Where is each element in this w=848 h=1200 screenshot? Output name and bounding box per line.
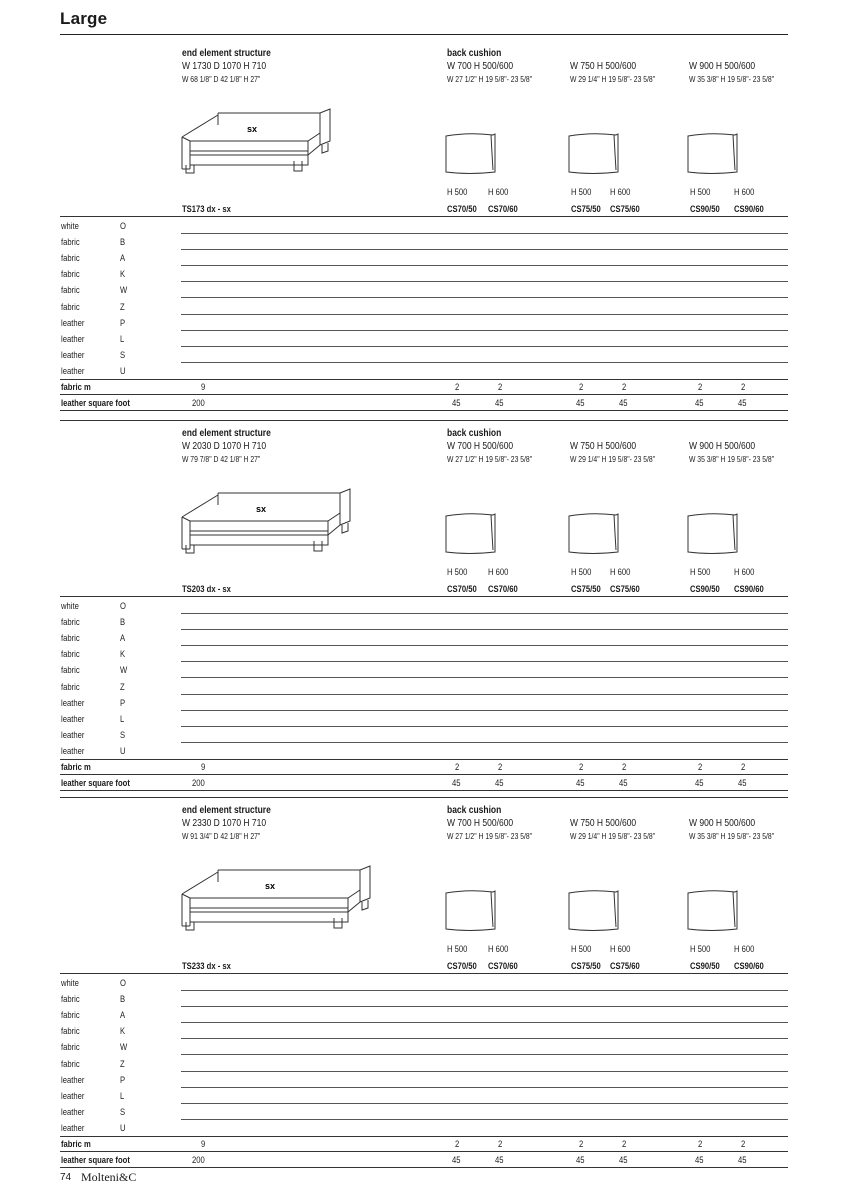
fabric-m-cushion: 2	[622, 762, 627, 772]
structure-code: TS173 dx - sx	[182, 204, 231, 214]
cushion-code-60: CS70/60	[488, 204, 518, 214]
fabric-m-cushion: 2	[498, 1139, 503, 1149]
finish-material: fabric	[61, 1010, 80, 1021]
sofa-outline	[182, 489, 350, 553]
leather-cushion: 45	[495, 778, 504, 788]
cushion-outline	[569, 514, 618, 554]
structure-dims-mm: W 2030 D 1070 H 710	[182, 441, 267, 452]
finish-grade: W	[120, 285, 128, 296]
leather-structure: 200	[192, 778, 205, 788]
finish-grade: K	[120, 1026, 126, 1037]
finish-material: leather	[61, 1074, 85, 1085]
finish-grade: S	[120, 1106, 126, 1117]
finish-material: fabric	[61, 269, 80, 280]
fabric-m-cushion: 2	[579, 1139, 584, 1149]
fabric-rule	[60, 379, 788, 380]
leather-structure: 200	[192, 1155, 205, 1165]
fabric-m-structure: 9	[201, 762, 206, 772]
finish-material: leather	[61, 365, 85, 376]
finish-row-rule	[181, 297, 788, 298]
finish-row-rule	[181, 694, 788, 695]
leather-cushion: 45	[619, 1155, 628, 1165]
cushion-dims-in: W 29 1/4" H 19 5/8"- 23 5/8"	[570, 75, 656, 84]
fabric-m-cushion: 2	[579, 762, 584, 772]
fabric-m-structure: 9	[201, 382, 206, 392]
finish-material: fabric	[61, 1042, 80, 1053]
structure-title: end element structure	[182, 805, 271, 816]
finish-material: fabric	[61, 237, 80, 248]
fabric-m-cushion: 2	[498, 382, 503, 392]
fabric-m-cushion: 2	[455, 762, 460, 772]
finish-material: leather	[61, 1090, 85, 1101]
cushion-drawing	[685, 887, 741, 935]
leather-cushion: 45	[452, 398, 461, 408]
header-rule	[60, 216, 788, 217]
structure-code: TS233 dx - sx	[182, 961, 231, 971]
cushion-title: back cushion	[447, 428, 502, 439]
sofa-side-label: sx	[246, 124, 258, 134]
leather-cushion: 45	[452, 1155, 461, 1165]
cushion-code-60: CS75/60	[610, 584, 640, 594]
leather-rule	[60, 394, 788, 395]
cushion-code-50: CS70/50	[447, 204, 477, 214]
leather-cushion: 45	[738, 778, 747, 788]
sofa-side-label: sx	[264, 881, 276, 891]
finish-grade: U	[120, 745, 126, 756]
finish-grade: K	[120, 649, 126, 660]
cushion-code-60: CS90/60	[734, 204, 764, 214]
cushion-dims-mm: W 700 H 500/600	[447, 441, 514, 452]
finish-row-rule	[181, 645, 788, 646]
cushion-drawing	[566, 887, 622, 935]
fabric-m-label: fabric m	[61, 762, 91, 772]
finish-material: fabric	[61, 253, 80, 264]
fabric-m-cushion: 2	[741, 382, 746, 392]
cushion-dims-in: W 29 1/4" H 19 5/8"- 23 5/8"	[570, 455, 656, 464]
finish-grade: L	[120, 713, 125, 724]
cushion-outline	[569, 134, 618, 174]
section-end-rule	[60, 410, 788, 411]
finish-material: white	[61, 601, 79, 611]
finish-grade: S	[120, 349, 126, 360]
cushion-height-600: H 600	[488, 567, 509, 577]
finish-grade: A	[120, 1010, 126, 1021]
finish-row-rule	[181, 346, 788, 347]
finish-grade: B	[120, 237, 126, 248]
cushion-height-600: H 600	[610, 944, 631, 954]
fabric-m-cushion: 2	[622, 1139, 627, 1149]
cushion-height-500: H 500	[690, 567, 711, 577]
leather-cushion: 45	[619, 398, 628, 408]
page-number: 74	[60, 1172, 72, 1183]
finish-grade: Z	[120, 1058, 125, 1069]
cushion-dims-in: W 35 3/8" H 19 5/8"- 23 5/8"	[689, 75, 775, 84]
cushion-dims-mm: W 900 H 500/600	[689, 61, 756, 72]
cushion-height-500: H 500	[447, 944, 468, 954]
finish-row-rule	[181, 233, 788, 234]
cushion-height-600: H 600	[610, 187, 631, 197]
finish-grade: U	[120, 1122, 126, 1133]
page-title: Large	[60, 9, 108, 28]
finish-grade: Z	[120, 681, 125, 692]
cushion-dims-mm: W 700 H 500/600	[447, 818, 514, 829]
finish-grade: L	[120, 1090, 125, 1101]
header-rule	[60, 973, 788, 974]
cushion-dims-mm: W 700 H 500/600	[447, 61, 514, 72]
leather-cushion: 45	[495, 398, 504, 408]
cushion-height-500: H 500	[690, 944, 711, 954]
cushion-code-50: CS75/50	[571, 204, 601, 214]
finish-row-rule	[181, 330, 788, 331]
sofa-drawing	[178, 479, 368, 559]
structure-dims-in: W 91 3/4" D 42 1/8" H 27"	[182, 832, 261, 841]
cushion-height-500: H 500	[447, 567, 468, 577]
cushion-outline	[688, 134, 737, 174]
fabric-m-cushion: 2	[622, 382, 627, 392]
finish-material: leather	[61, 697, 85, 708]
sofa-side-label: sx	[255, 504, 267, 514]
structure-title: end element structure	[182, 48, 271, 59]
cushion-dims-mm: W 750 H 500/600	[570, 61, 637, 72]
header-rule	[60, 596, 788, 597]
finish-material: fabric	[61, 649, 80, 660]
finish-row-rule	[181, 629, 788, 630]
leather-cushion: 45	[738, 398, 747, 408]
cushion-code-50: CS75/50	[571, 584, 601, 594]
cushion-code-50: CS70/50	[447, 584, 477, 594]
cushion-drawing	[443, 130, 499, 178]
finish-material: leather	[61, 1106, 85, 1117]
structure-dims-mm: W 1730 D 1070 H 710	[182, 61, 267, 72]
cushion-height-500: H 500	[690, 187, 711, 197]
cushion-dims-in: W 29 1/4" H 19 5/8"- 23 5/8"	[570, 832, 656, 841]
section-end-rule	[60, 1167, 788, 1168]
leather-cushion: 45	[695, 1155, 704, 1165]
leather-label: leather square foot	[61, 778, 130, 788]
finish-grade: B	[120, 617, 126, 628]
fabric-m-cushion: 2	[579, 382, 584, 392]
finish-grade: U	[120, 365, 126, 376]
finish-material: fabric	[61, 617, 80, 628]
finish-grade: O	[120, 601, 126, 611]
cushion-outline	[688, 891, 737, 931]
finish-row-rule	[181, 677, 788, 678]
cushion-code-50: CS90/50	[690, 584, 720, 594]
cushion-dims-mm: W 900 H 500/600	[689, 441, 756, 452]
structure-title: end element structure	[182, 428, 271, 439]
fabric-rule	[60, 1136, 788, 1137]
finish-grade: O	[120, 221, 126, 231]
finish-material: fabric	[61, 994, 80, 1005]
leather-structure: 200	[192, 398, 205, 408]
finish-grade: S	[120, 729, 126, 740]
cushion-outline	[446, 134, 495, 174]
cushion-height-600: H 600	[610, 567, 631, 577]
cushion-drawing	[685, 130, 741, 178]
finish-row-rule	[181, 314, 788, 315]
finish-row-rule	[181, 710, 788, 711]
cushion-height-500: H 500	[571, 567, 592, 577]
fabric-m-structure: 9	[201, 1139, 206, 1149]
finish-row-rule	[181, 726, 788, 727]
leather-cushion: 45	[576, 778, 585, 788]
structure-code: TS203 dx - sx	[182, 584, 231, 594]
finish-grade: K	[120, 269, 126, 280]
finish-row-rule	[181, 742, 788, 743]
leather-cushion: 45	[576, 398, 585, 408]
section-divider	[60, 797, 788, 798]
section-end-rule	[60, 790, 788, 791]
leather-cushion: 45	[576, 1155, 585, 1165]
cushion-outline	[446, 891, 495, 931]
finish-material: fabric	[61, 285, 80, 296]
cushion-code-50: CS70/50	[447, 961, 477, 971]
finish-grade: P	[120, 697, 126, 708]
cushion-drawing	[443, 887, 499, 935]
cushion-height-600: H 600	[734, 187, 755, 197]
leather-cushion: 45	[738, 1155, 747, 1165]
finish-row-rule	[181, 1038, 788, 1039]
cushion-code-50: CS75/50	[571, 961, 601, 971]
leather-rule	[60, 1151, 788, 1152]
fabric-m-cushion: 2	[455, 1139, 460, 1149]
finish-material: leather	[61, 317, 85, 328]
fabric-m-cushion: 2	[698, 1139, 703, 1149]
finish-material: leather	[61, 745, 85, 756]
cushion-outline	[688, 514, 737, 554]
cushion-height-500: H 500	[571, 187, 592, 197]
cushion-height-600: H 600	[734, 944, 755, 954]
finish-row-rule	[181, 1054, 788, 1055]
finish-grade: A	[120, 633, 126, 644]
finish-material: fabric	[61, 633, 80, 644]
cushion-dims-in: W 35 3/8" H 19 5/8"- 23 5/8"	[689, 455, 775, 464]
structure-dims-in: W 68 1/8" D 42 1/8" H 27"	[182, 75, 261, 84]
cushion-code-60: CS90/60	[734, 584, 764, 594]
finish-grade: W	[120, 665, 128, 676]
structure-dims-mm: W 2330 D 1070 H 710	[182, 818, 267, 829]
fabric-m-label: fabric m	[61, 382, 91, 392]
finish-row-rule	[181, 613, 788, 614]
finish-row-rule	[181, 1119, 788, 1120]
leather-label: leather square foot	[61, 398, 130, 408]
cushion-height-600: H 600	[488, 187, 509, 197]
cushion-code-50: CS90/50	[690, 204, 720, 214]
cushion-height-600: H 600	[734, 567, 755, 577]
fabric-m-cushion: 2	[698, 762, 703, 772]
finish-row-rule	[181, 1006, 788, 1007]
finish-material: leather	[61, 333, 85, 344]
cushion-drawing	[566, 510, 622, 558]
cushion-title: back cushion	[447, 48, 502, 59]
finish-grade: L	[120, 333, 125, 344]
fabric-m-cushion: 2	[698, 382, 703, 392]
cushion-code-60: CS70/60	[488, 584, 518, 594]
finish-row-rule	[181, 1087, 788, 1088]
fabric-m-cushion: 2	[741, 762, 746, 772]
cushion-dims-in: W 35 3/8" H 19 5/8"- 23 5/8"	[689, 832, 775, 841]
finish-grade: B	[120, 994, 126, 1005]
fabric-m-cushion: 2	[498, 762, 503, 772]
sofa-outline	[182, 866, 370, 930]
cushion-code-60: CS70/60	[488, 961, 518, 971]
finish-grade: O	[120, 978, 126, 988]
finish-material: fabric	[61, 1058, 80, 1069]
cushion-height-600: H 600	[488, 944, 509, 954]
cushion-dims-in: W 27 1/2" H 19 5/8"- 23 5/8"	[447, 455, 533, 464]
finish-material: fabric	[61, 681, 80, 692]
finish-grade: W	[120, 1042, 128, 1053]
sofa-drawing	[178, 99, 348, 179]
cushion-dims-mm: W 750 H 500/600	[570, 818, 637, 829]
cushion-drawing	[566, 130, 622, 178]
fabric-m-cushion: 2	[741, 1139, 746, 1149]
cushion-height-500: H 500	[571, 944, 592, 954]
leather-cushion: 45	[695, 778, 704, 788]
cushion-dims-mm: W 900 H 500/600	[689, 818, 756, 829]
title-divider	[60, 34, 788, 35]
finish-material: white	[61, 978, 79, 988]
finish-row-rule	[181, 362, 788, 363]
cushion-title: back cushion	[447, 805, 502, 816]
structure-dims-in: W 79 7/8" D 42 1/8" H 27"	[182, 455, 261, 464]
cushion-code-50: CS90/50	[690, 961, 720, 971]
finish-grade: Z	[120, 301, 125, 312]
fabric-m-label: fabric m	[61, 1139, 91, 1149]
finish-row-rule	[181, 249, 788, 250]
finish-grade: P	[120, 1074, 126, 1085]
cushion-code-60: CS75/60	[610, 961, 640, 971]
finish-material: fabric	[61, 301, 80, 312]
brand-logo: Molteni&C	[81, 1170, 137, 1184]
finish-grade: A	[120, 253, 126, 264]
cushion-drawing	[685, 510, 741, 558]
fabric-m-cushion: 2	[455, 382, 460, 392]
cushion-code-60: CS75/60	[610, 204, 640, 214]
cushion-code-60: CS90/60	[734, 961, 764, 971]
leather-cushion: 45	[695, 398, 704, 408]
leather-cushion: 45	[452, 778, 461, 788]
cushion-dims-in: W 27 1/2" H 19 5/8"- 23 5/8"	[447, 832, 533, 841]
finish-material: leather	[61, 713, 85, 724]
sofa-outline	[182, 109, 330, 173]
cushion-outline	[446, 514, 495, 554]
finish-row-rule	[181, 1103, 788, 1104]
finish-grade: P	[120, 317, 126, 328]
finish-row-rule	[181, 1071, 788, 1072]
sofa-drawing	[178, 856, 388, 936]
finish-material: leather	[61, 1122, 85, 1133]
finish-row-rule	[181, 661, 788, 662]
leather-cushion: 45	[619, 778, 628, 788]
finish-material: leather	[61, 729, 85, 740]
cushion-dims-mm: W 750 H 500/600	[570, 441, 637, 452]
cushion-drawing	[443, 510, 499, 558]
cushion-height-500: H 500	[447, 187, 468, 197]
finish-material: fabric	[61, 1026, 80, 1037]
finish-material: leather	[61, 349, 85, 360]
leather-label: leather square foot	[61, 1155, 130, 1165]
cushion-outline	[569, 891, 618, 931]
cushion-dims-in: W 27 1/2" H 19 5/8"- 23 5/8"	[447, 75, 533, 84]
fabric-rule	[60, 759, 788, 760]
finish-row-rule	[181, 1022, 788, 1023]
finish-row-rule	[181, 265, 788, 266]
finish-row-rule	[181, 281, 788, 282]
finish-material: white	[61, 221, 79, 231]
leather-rule	[60, 774, 788, 775]
finish-row-rule	[181, 990, 788, 991]
section-divider	[60, 420, 788, 421]
finish-material: fabric	[61, 665, 80, 676]
leather-cushion: 45	[495, 1155, 504, 1165]
